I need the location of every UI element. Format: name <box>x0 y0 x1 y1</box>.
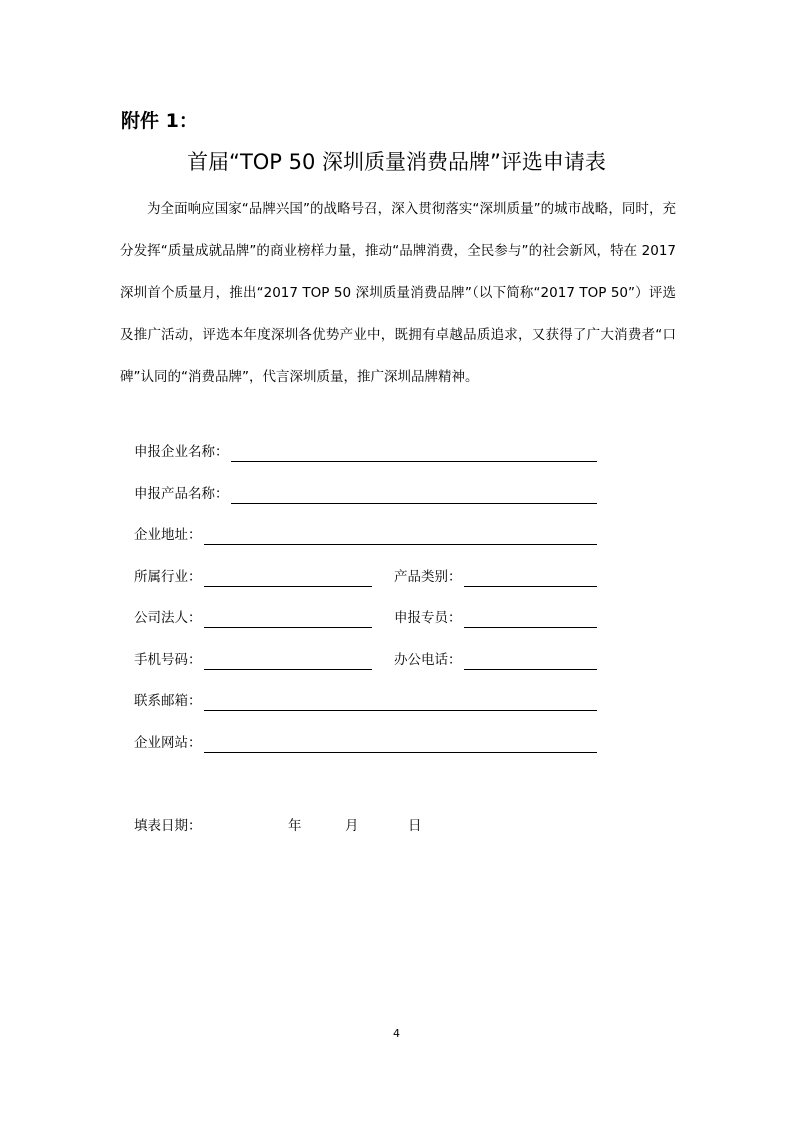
legal-person-field[interactable] <box>134 608 372 628</box>
fill-date-month: 月 <box>345 818 359 834</box>
product-category-field[interactable] <box>394 567 597 587</box>
product-name-field[interactable] <box>134 484 597 504</box>
company-name-label: 申报企业名称： <box>134 444 229 460</box>
fill-date-year: 年 <box>288 818 302 834</box>
form-title: 首届“TOP 50 深圳质量消费品牌”评选申请表 <box>187 150 606 174</box>
mobile-label: 手机号码： <box>134 652 202 668</box>
email-field[interactable] <box>134 691 597 711</box>
industry-label: 所属行业： <box>134 569 202 585</box>
legal-person-blank[interactable] <box>204 614 373 628</box>
website-field[interactable] <box>134 733 597 753</box>
mobile-field[interactable] <box>134 650 372 670</box>
office-phone-label: 办公电话： <box>394 652 462 668</box>
commissioner-label: 申报专员： <box>394 610 462 626</box>
product-name-label: 申报产品名称： <box>134 486 229 502</box>
mobile-blank[interactable] <box>204 656 373 670</box>
website-label: 企业网站： <box>134 735 202 751</box>
company-name-field[interactable] <box>134 442 597 462</box>
company-name-blank[interactable] <box>231 448 598 462</box>
company-address-field[interactable] <box>134 525 597 545</box>
company-address-blank[interactable] <box>204 531 598 545</box>
office-phone-blank[interactable] <box>464 656 598 670</box>
email-blank[interactable] <box>204 697 598 711</box>
fill-date-day: 日 <box>408 818 422 834</box>
commissioner-field[interactable] <box>394 608 597 628</box>
fill-date-label: 填表日期： <box>134 818 202 834</box>
product-category-label: 产品类别： <box>394 569 462 585</box>
website-blank[interactable] <box>204 739 598 753</box>
commissioner-blank[interactable] <box>464 614 598 628</box>
intro-text: 为全面响应国家“品牌兴国”的战略号召，深入贯彻落实“深圳质量”的城市战略，同时，充分发挥“质量成就品牌”的商业榜样力量，推动“品牌消费，全民参与”的社会新风，特在 2017 深圳首个质量月，推出“2017 TOP 50 深圳质量消费品牌”（以下简称“2017 TOP 50”）评选及推广活动，评选本年度深圳各优势产业中，既拥有卓越品质追求，又获得了广大消费者“口碑”认同的“消费品牌”，代言深圳质量，推广深圳品牌精神。 <box>120 201 676 385</box>
intro-paragraph <box>120 188 676 398</box>
company-address-label: 企业地址： <box>134 527 202 543</box>
industry-blank[interactable] <box>204 573 373 587</box>
email-label: 联系邮箱： <box>134 693 202 709</box>
attachment-label: 附件 1： <box>121 110 198 132</box>
product-name-blank[interactable] <box>231 490 598 504</box>
legal-person-label: 公司法人： <box>134 610 202 626</box>
industry-field[interactable] <box>134 567 372 587</box>
page-number: 4 <box>393 1027 400 1040</box>
product-category-blank[interactable] <box>464 573 598 587</box>
office-phone-field[interactable] <box>394 650 597 670</box>
